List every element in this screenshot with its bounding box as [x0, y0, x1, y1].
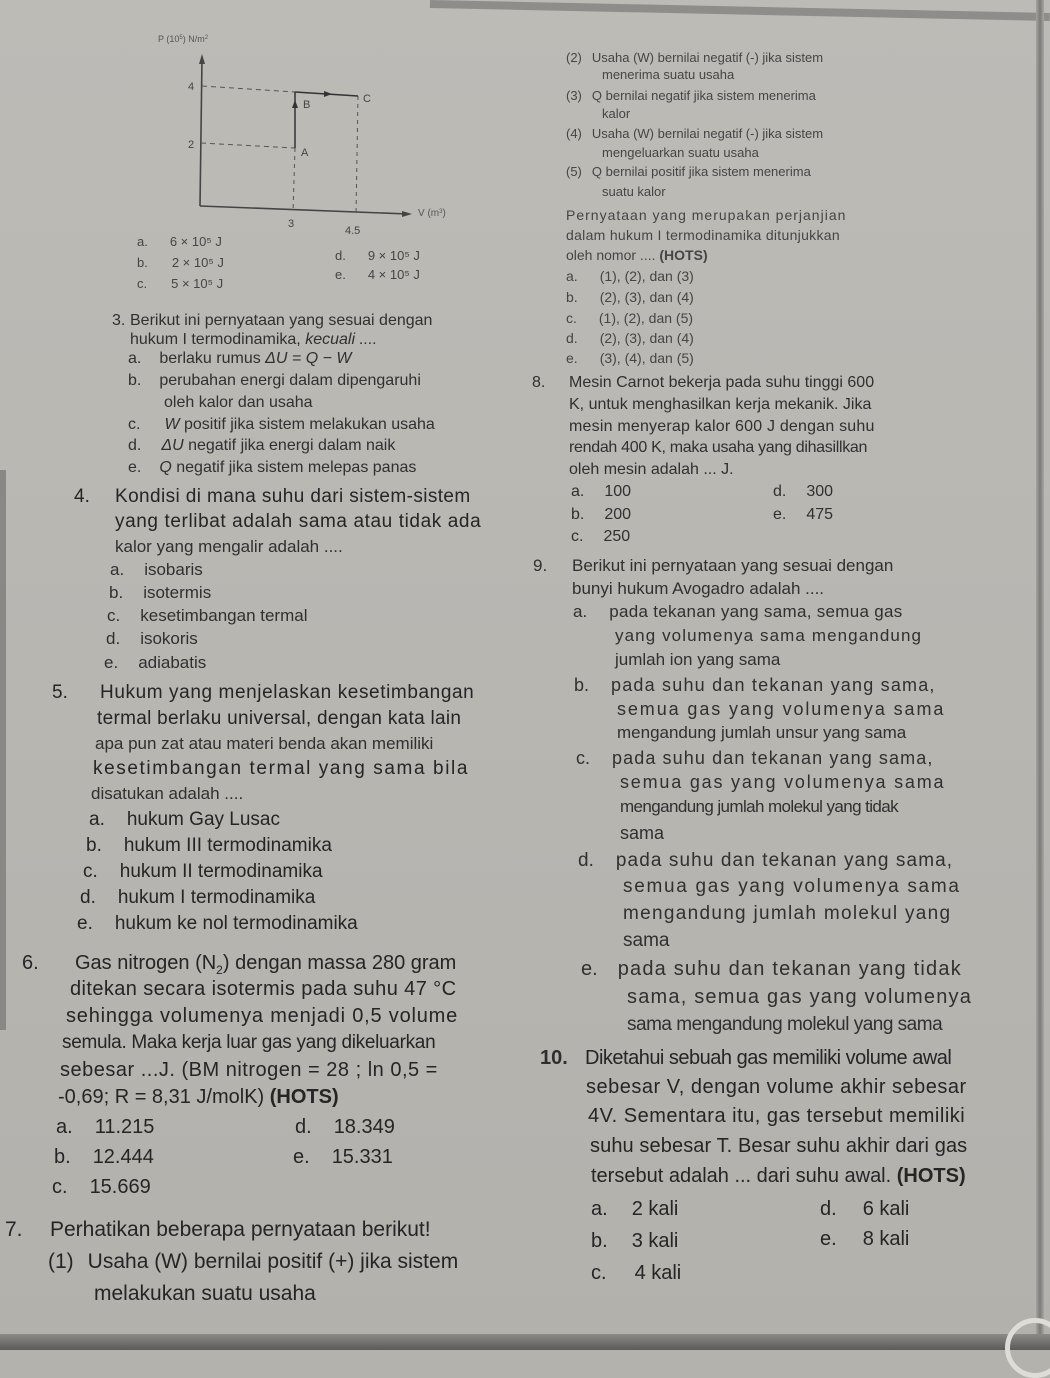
- q8-option-a[interactable]: a. 100: [571, 483, 632, 500]
- q9-number: 9.: [533, 556, 548, 575]
- q9-option-a-line2: yang volumenya sama mengandung: [615, 626, 923, 645]
- q5-option-c[interactable]: c. hukum II termodinamika: [83, 861, 323, 882]
- q3-option-e[interactable]: e. Q negatif jika sistem melepas panas: [128, 459, 417, 476]
- q9-option-c-line4: sama: [620, 823, 665, 843]
- page-top-edge: [430, 0, 1050, 21]
- q4-line1: Kondisi di mana suhu dari sistem-sistem: [115, 486, 471, 507]
- q9-line2: bunyi hukum Avogadro adalah ....: [572, 579, 825, 598]
- q7-option-c[interactable]: c. (1), (2), dan (5): [566, 310, 694, 326]
- q5-number: 5.: [52, 682, 68, 703]
- q8-line1: Mesin Carnot bekerja pada suhu tinggi 600: [569, 374, 875, 391]
- point-b-label: B: [303, 99, 311, 111]
- q8-option-c[interactable]: c. 250: [571, 528, 631, 545]
- q6-option-d[interactable]: d. 18.349: [295, 1116, 395, 1138]
- q3-option-b[interactable]: b. perubahan energi dalam dipengaruhi: [128, 372, 421, 389]
- q7-intro: Perhatikan beberapa pernyataan berikut!: [50, 1218, 431, 1241]
- page-left-edge: [0, 470, 6, 1030]
- q10-option-e[interactable]: e. 8 kali: [820, 1228, 910, 1250]
- q10-option-c[interactable]: c. 4 kali: [591, 1262, 682, 1284]
- q4-option-c[interactable]: c. kesetimbangan termal: [107, 606, 308, 625]
- q4-option-a[interactable]: a. isobaris: [110, 560, 203, 579]
- q8-line4: rendah 400 K, maka usaha yang dihasillkan: [569, 439, 868, 456]
- q3-number: 3.: [112, 312, 126, 329]
- q7-statement-4-cont: mengeluarkan suatu usaha: [602, 145, 759, 160]
- q6-line6: -0,69; R = 8,31 J/molK) (HOTS): [58, 1086, 339, 1108]
- q5-line4: kesetimbangan termal yang sama bila: [93, 758, 470, 779]
- q3-option-d[interactable]: d. ΔU negatif jika energi dalam naik: [128, 437, 396, 454]
- q9-option-d-line3: mengandung jumlah molekul yang: [623, 903, 952, 924]
- q6-option-a[interactable]: a. 11.215: [56, 1116, 155, 1138]
- q7-number: 7.: [5, 1218, 23, 1241]
- q7-statement-1: (1) Usaha (W) bernilai positif (+) jika sistem: [48, 1250, 459, 1273]
- binder-ring-icon: [1005, 1318, 1050, 1378]
- y-tick-4: 4: [188, 81, 195, 93]
- q4-line3: kalor yang mengalir adalah ....: [115, 537, 343, 556]
- q3-option-a[interactable]: a. berlaku rumus ΔU = Q − W: [128, 350, 352, 367]
- q9-option-b[interactable]: b. pada suhu dan tekanan yang sama,: [574, 675, 936, 695]
- q5-option-e[interactable]: e. hukum ke nol termodinamika: [77, 913, 358, 934]
- q5-option-a[interactable]: a. hukum Gay Lusac: [89, 809, 280, 830]
- q9-option-e-line3: sama mengandung molekul yang sama: [627, 1014, 943, 1035]
- q7-statement-1-cont: melakukan suatu usaha: [94, 1282, 316, 1305]
- q6-line4: semula. Maka kerja luar gas yang dikeluarkan: [62, 1032, 436, 1053]
- q9-option-a[interactable]: a. pada tekanan yang sama, semua gas: [573, 602, 903, 621]
- q6-option-c[interactable]: c. 15.669: [52, 1176, 151, 1198]
- x-tick-3: 3: [288, 218, 295, 230]
- q9-option-d-line2: semua gas yang volumenya sama: [623, 876, 961, 897]
- q5-line5: disatukan adalah ....: [91, 784, 244, 803]
- q10-option-b[interactable]: b. 3 kali: [591, 1230, 679, 1252]
- q2-option-d[interactable]: d. 9 × 10⁵ J: [335, 248, 420, 263]
- q8-line5: oleh mesin adalah ... J.: [569, 461, 734, 478]
- x-axis-label: V $(m^3)$: [418, 208, 446, 219]
- q4-option-d[interactable]: d. isokoris: [106, 629, 198, 648]
- x-tick-4-5: 4.5: [345, 225, 361, 237]
- q6-option-e[interactable]: e. 15.331: [293, 1146, 393, 1168]
- q4-number: 4.: [74, 486, 90, 507]
- q10-option-a[interactable]: a. 2 kali: [591, 1198, 679, 1220]
- q4-line2: yang terlibat adalah sama atau tidak ada: [115, 511, 482, 532]
- q5-option-b[interactable]: b. hukum III termodinamika: [86, 835, 332, 856]
- q5-line2: termal berlaku universal, dengan kata lain: [97, 708, 462, 729]
- q2-option-c[interactable]: c. 5 × 10⁵ J: [137, 276, 224, 291]
- q4-option-e[interactable]: e. adiabatis: [104, 653, 207, 672]
- q7-statement-4: (4) Usaha (W) bernilai negatif (-) jika sistem: [566, 126, 824, 141]
- q6-number: 6.: [22, 952, 39, 974]
- q7-option-d[interactable]: d. (2), (3), dan (4): [566, 330, 694, 346]
- q9-option-b-line2: semua gas yang volumenya sama: [617, 699, 946, 719]
- q9-option-d[interactable]: d. pada suhu dan tekanan yang sama,: [578, 850, 954, 871]
- q7-statement-2-cont: menerima suatu usaha: [602, 67, 735, 82]
- q7-statement-3-cont: kalor: [602, 106, 631, 121]
- q8-line3: mesin menyerap kalor 600 J dengan suhu: [569, 418, 875, 435]
- point-c-label: C: [363, 93, 371, 105]
- q5-line1: Hukum yang menjelaskan kesetimbangan: [100, 682, 475, 703]
- q7-question-line3: oleh nomor .... (HOTS): [566, 247, 708, 263]
- pv-diagram: [150, 28, 470, 238]
- q2-option-a[interactable]: a. 6 × 10⁵ J: [137, 234, 222, 249]
- q9-option-c-line2: semua gas yang volumenya sama: [620, 772, 946, 792]
- q2-option-e[interactable]: e. 4 × 10⁵ J: [335, 267, 420, 282]
- q3-option-c[interactable]: c. W positif jika sistem melakukan usaha: [128, 416, 435, 433]
- q3-line1: Berikut ini pernyataan yang sesuai dengan: [130, 312, 433, 329]
- q10-line1: Diketahui sebuah gas memiliki volume awal: [585, 1047, 952, 1069]
- q7-statement-2: (2) Usaha (W) bernilai negatif (-) jika sistem: [566, 50, 824, 65]
- page-binding-edge: [1036, 0, 1044, 1350]
- q9-option-c-line3: mengandung jumlah molekul yang tidak: [620, 797, 898, 816]
- page-bottom-edge: [0, 1334, 1050, 1350]
- point-a-label: A: [301, 147, 309, 159]
- q6-line2: ditekan secara isotermis pada suhu 47 °C: [70, 978, 457, 1000]
- q9-option-d-line4: sama: [623, 930, 670, 951]
- q5-option-d[interactable]: d. hukum I termodinamika: [80, 887, 316, 908]
- q10-line3: 4V. Sementara itu, gas tersebut memiliki: [588, 1105, 966, 1127]
- q10-line4: suhu sebesar T. Besar suhu akhir dari gas: [590, 1135, 968, 1157]
- q3-line2: hukum I termodinamika, kecuali ....: [130, 331, 378, 348]
- q4-option-b[interactable]: b. isotermis: [109, 583, 212, 602]
- q7-option-a[interactable]: a. (1), (2), dan (3): [566, 268, 694, 284]
- q5-line3: apa pun zat atau materi benda akan memiliki: [95, 734, 434, 753]
- q8-option-e[interactable]: e. 475: [773, 506, 834, 523]
- q9-option-b-line3: mengandung jumlah unsur yang sama: [617, 723, 907, 742]
- q10-line5: tersebut adalah ... dari suhu awal. (HOTS): [591, 1165, 966, 1187]
- y-axis-label: P $(10^5)$ $N/m^2$: [158, 34, 209, 44]
- q9-option-a-line3: jumlah ion yang sama: [615, 650, 781, 669]
- q9-line1: Berikut ini pernyataan yang sesuai dengan: [572, 556, 894, 575]
- q6-line3: sehingga volumenya menjadi 0,5 volume: [66, 1005, 459, 1027]
- q8-option-d[interactable]: d. 300: [773, 483, 834, 500]
- q9-option-e-line2: sama, semua gas yang volumenya: [627, 986, 973, 1008]
- q6-option-b[interactable]: b. 12.444: [54, 1146, 154, 1168]
- q8-option-b[interactable]: b. 200: [571, 506, 632, 523]
- q7-statement-5: (5) Q bernilai positif jika sistem menerima: [566, 164, 811, 179]
- q7-statement-3: (3) Q bernilai negatif jika sistem menerima: [566, 88, 816, 103]
- q9-option-e[interactable]: e. pada suhu dan tekanan yang tidak: [581, 958, 962, 980]
- q7-statement-5-cont: suatu kalor: [602, 184, 666, 199]
- y-tick-2: 2: [188, 139, 195, 151]
- q6-line1: Gas nitrogen $(N_2)$ dengan massa 280 gram: [75, 952, 457, 977]
- q3-option-b-cont: oleh kalor dan usaha: [164, 394, 313, 411]
- q7-question-line1: Pernyataan yang merupakan perjanjian: [566, 207, 847, 223]
- q9-option-c[interactable]: c. pada suhu dan tekanan yang sama,: [576, 748, 934, 768]
- q10-option-d[interactable]: d. 6 kali: [820, 1198, 910, 1220]
- q2-option-b[interactable]: b. 2 × 10⁵ J: [137, 255, 224, 270]
- q10-line2: sebesar V, dengan volume akhir sebesar: [586, 1076, 967, 1098]
- q8-line2: K, untuk menghasilkan kerja mekanik. Jika: [569, 396, 872, 413]
- q6-line5: sebesar ...J. (BM nitrogen = 28 ; ln 0,5 =: [60, 1059, 438, 1081]
- q7-option-e[interactable]: e. (3), (4), dan (5): [566, 350, 694, 366]
- q10-number: 10.: [540, 1047, 568, 1069]
- q7-question-line2: dalam hukum I termodinamika ditunjukkan: [566, 227, 840, 243]
- q8-number: 8.: [532, 374, 546, 391]
- q7-option-b[interactable]: b. (2), (3), dan (4): [566, 289, 694, 305]
